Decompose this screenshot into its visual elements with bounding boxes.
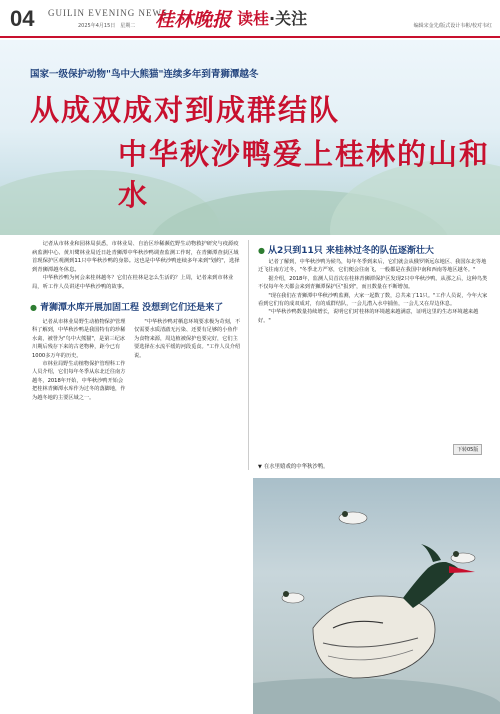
section-2-paragraph: 据介绍，2018年，监测人员首次在桂林青狮潭保护区发现2只中华秋沙鸭。从那之后，这种鸟类不仅每年冬天都会来到青狮潭保护区"报到"，而且数量在不断增加。	[258, 275, 488, 291]
newspaper-logo: 桂林晚报	[155, 9, 232, 31]
section-sub: 关注	[275, 9, 308, 28]
section-2-paragraph: "中华秋沙鸭数量持续增长，说明它们对桂林的环境越来越满意，证明这里的生态环境越来越好。"	[258, 309, 479, 324]
headline-kicker: 国家一级保护动物"鸟中大熊猫"连续多年到青狮潭越冬	[30, 69, 259, 80]
section-1-column-a	[32, 318, 128, 402]
section-1-paragraph: 记者从市林业局野生动植物保护管理科了解到，中华秋沙鸭是我国特有的珍稀水禽，被誉为"鸟中大熊猫"，是第三纪冰川期后残存下来的古老物种，距今已有1000多万年的历史。	[32, 319, 126, 359]
paper-name-en: GUILIN EVENING NEWS	[48, 8, 168, 18]
bird-illustration	[253, 478, 500, 714]
headline-line-1: 从成双成对到成群结队	[30, 93, 341, 127]
hero-banner	[0, 40, 500, 235]
photo-caption: ▼ 在水里嬉戏的中华秋沙鸭。	[258, 462, 329, 470]
section-1-column-b	[134, 318, 242, 360]
editor-credits: 编辑宋金先/版式设计韦彬/校对韦红	[413, 23, 492, 29]
merganser-photo	[253, 478, 500, 714]
section-heading-1: ● 青狮潭水库开展加固工程 没想到它们还是来了	[30, 300, 223, 313]
section-heading-2: ● 从2只到11只 来桂林过冬的队伍逐渐壮大	[258, 243, 434, 256]
lead-byline: 记者从市林业和园林局获悉，市林业局、自治区珍稀濒危野生动物救护研究与疫源疫病监测中心、黄川鹭林业局近日赴青狮潭中华秋沙鸭调查监测工作时，在青狮潭查获区域首现保护区观测到11只中华秋沙鸭的身影。这也是中华秋沙鸭连续多年来到"划约"，选择到青狮潭越冬休息。	[32, 241, 240, 273]
section-2-paragraph: 记者了解到，中华秋沙鸭为候鸟，每年冬季到来后，它们就会从俄罗斯远东地区、我国东北等地迁飞往南方过冬，"冬季北方严寒，它们便会往南飞，一般都是在我国中南和西南等地区越冬。"	[258, 259, 487, 274]
page-number: 04	[10, 6, 35, 31]
section-1-paragraph: 市林业局野生动植物保护管理科工作人员介绍，它们每年冬季从东北迁往南方越冬，2018年开始，中华秋沙鸭开始会把桂林青狮潭水库作为过冬的落脚地，作为越冬地的主要区域之一。	[32, 361, 126, 401]
continued-tag: 下转05版	[453, 444, 482, 455]
masthead	[0, 0, 500, 38]
lead-question: 中华秋沙鸭为何会来桂林越冬？它们在桂林是怎么生活的？上周，记者来到市林业局，听工作人员讲述中华秋沙鸭的故事。	[32, 275, 234, 290]
section-name: 读桂	[237, 9, 270, 28]
section-title	[237, 6, 307, 29]
section-2-paragraph: "现在我们在青狮潭中华秋沙鸭监测，大家一起数了数，总共来了11只。"工作人员说，今年大家看到它们有的成双成对，有的成群结队，一会儿潜入水中捕鱼，一会儿又在岸边休息。	[258, 292, 488, 308]
lead-paragraph	[32, 240, 242, 292]
issue-date: 2025年4月15日 星期二	[78, 23, 136, 29]
section-dot: ·	[269, 9, 276, 28]
headline-line-2: 中华秋沙鸭爱上桂林的山和水	[118, 137, 491, 212]
column-divider	[248, 240, 249, 470]
section-2-column	[258, 258, 490, 325]
section-1-paragraph: "中华秋沙鸭对栖息环境要求极为苛刻，不仅需要水质清澈无污染、还要有足够的小鱼作为食物来源，周边植被保护也要完好，它们主要选择在水流平缓的河段觅食。"工作人员介绍说。	[134, 319, 241, 359]
